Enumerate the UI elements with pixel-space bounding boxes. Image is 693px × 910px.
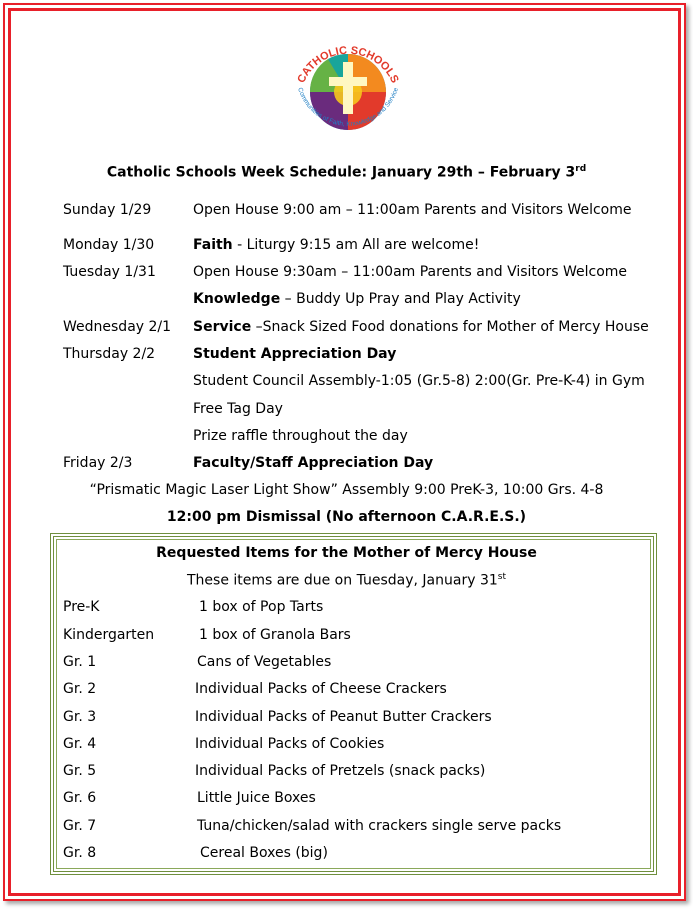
schedule-desc: Service –Snack Sized Food donations for Mother of Mercy House — [193, 319, 649, 335]
logo-top-text: CATHOLIC SCHOOLS — [295, 44, 401, 85]
items-grade: Gr. 7 — [63, 818, 97, 834]
items-item: Cereal Boxes (big) — [200, 845, 328, 861]
assembly-note: “Prismatic Magic Laser Light Show” Assembly 9:00 PreK-3, 10:00 Grs. 4-8 — [89, 482, 604, 498]
schedule-desc: Faith - Liturgy 9:15 am All are welcome! — [193, 237, 480, 253]
schedule-desc: Student Council Assembly-1:05 (Gr.5-8) 2:00(Gr. Pre-K-4) in Gym — [193, 373, 645, 389]
items-grade: Gr. 8 — [63, 845, 97, 861]
schedule-desc: Student Appreciation Day — [193, 346, 397, 362]
items-item: Individual Packs of Pretzels (snack packs) — [195, 763, 486, 779]
schedule-desc: Open House 9:30am – 11:00am Parents and Visitors Welcome — [193, 264, 628, 280]
items-grade: Gr. 1 — [63, 654, 97, 670]
schedule-day: Friday 2/3 — [63, 455, 133, 471]
items-grade: Gr. 2 — [63, 681, 97, 697]
items-title: Requested Items for the Mother of Mercy House — [156, 545, 537, 561]
schedule-desc: Knowledge – Buddy Up Pray and Play Activity — [193, 291, 521, 307]
schedule-day: Monday 1/30 — [63, 237, 155, 253]
items-grade: Gr. 3 — [63, 709, 97, 725]
items-item: Individual Packs of Cookies — [195, 736, 385, 752]
catholic-schools-logo — [283, 22, 413, 152]
dismissal-note: 12:00 pm Dismissal (No afternoon C.A.R.E.S.) — [166, 509, 527, 525]
items-grade: Pre-K — [63, 599, 100, 615]
schedule-day: Tuesday 1/31 — [63, 264, 156, 280]
schedule-day: Thursday 2/2 — [63, 346, 156, 362]
items-item: Little Juice Boxes — [197, 790, 316, 806]
items-grade: Kindergarten — [63, 627, 155, 643]
logo-ring-text: Communities of Faith, Knowledge and Service — [296, 86, 400, 128]
items-grade: Gr. 4 — [63, 736, 97, 752]
items-item: 1 box of Granola Bars — [199, 627, 351, 643]
items-item: Cans of Vegetables — [197, 654, 332, 670]
items-grade: Gr. 5 — [63, 763, 97, 779]
schedule-day: Wednesday 2/1 — [63, 319, 172, 335]
items-item: Individual Packs of Cheese Crackers — [195, 681, 447, 697]
items-item: 1 box of Pop Tarts — [199, 599, 324, 615]
items-subtitle: These items are due on Tuesday, January 31st — [187, 572, 506, 589]
schedule-desc: Prize raffle throughout the day — [193, 428, 408, 444]
schedule-desc: Open House 9:00 am – 11:00am Parents and Visitors Welcome — [193, 202, 632, 218]
schedule-desc: Faculty/Staff Appreciation Day — [193, 455, 434, 471]
items-grade: Gr. 6 — [63, 790, 97, 806]
schedule-desc: Free Tag Day — [193, 401, 283, 417]
page-title: Catholic Schools Week Schedule: January 29th – February 3rd — [106, 164, 587, 181]
items-item: Tuna/chicken/salad with crackers single serve packs — [197, 818, 562, 834]
items-item: Individual Packs of Peanut Butter Crackers — [195, 709, 492, 725]
schedule-day: Sunday 1/29 — [63, 202, 152, 218]
